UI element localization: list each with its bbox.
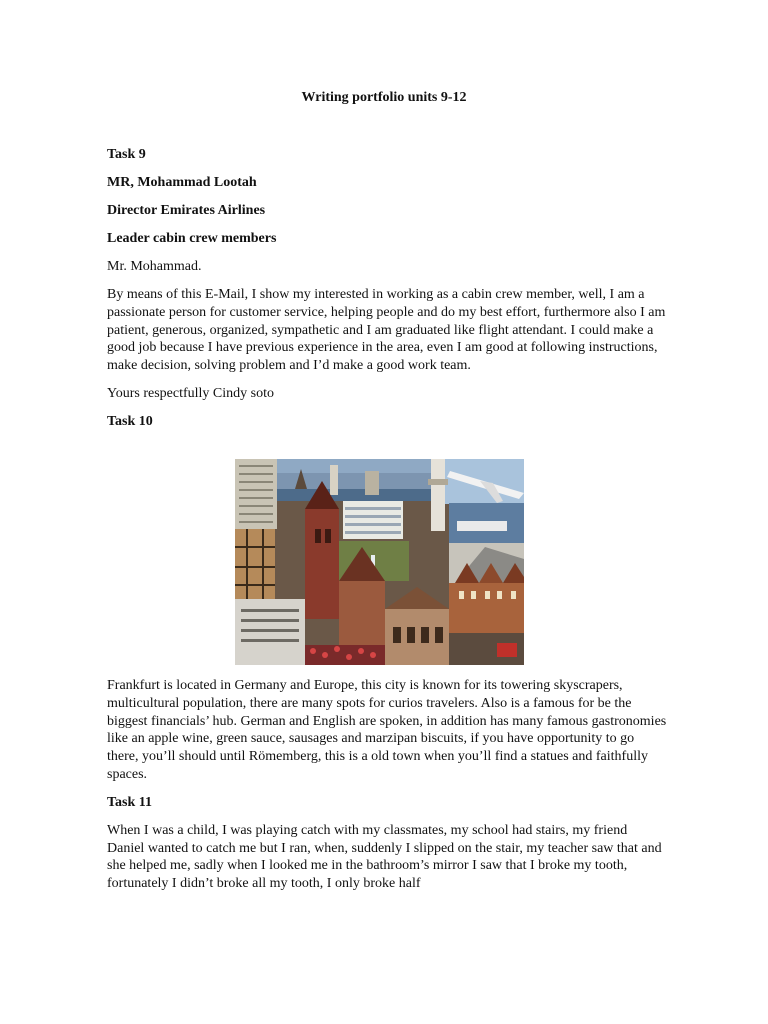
task9-paragraph: By means of this E-Mail, I show my interested in working as a cabin crew member, well, I am a passionate person for customer service, helping people and do my best effort, furthermore also I am patient, generous, organized, sympathetic and I am graduated like flight attendant. I could make a good job because I have previous experience in the area, even I am good at following instructions, make decision, solving problem and I’d make a good work team. — [107, 287, 666, 374]
salutation: Mr. Mohammad. — [107, 259, 202, 274]
closing: Yours respectfully Cindy soto — [107, 385, 274, 401]
task9-heading: Task 9 — [107, 147, 146, 162]
task11-paragraph: When I was a child, I was playing catch with my classmates, my school had stairs, my friend Daniel wanted to catch me but I ran, when, suddenly I slipped on the stair, my teacher saw that and she helped me, sadly when I looked me in the bathroom’s mirror I saw that I broke my tooth, fortunately I didn’t broke all my tooth, I only broke half — [107, 822, 662, 892]
task11-heading: Task 11 — [107, 794, 153, 810]
recipient-department: Leader cabin crew members — [107, 231, 277, 246]
recipient-title: Director Emirates Airlines — [107, 203, 266, 218]
task10-paragraph: Frankfurt is located in Germany and Europe, this city is known for its towering skyscrapers, multicultural population, there are many spots for curios travelers. Also is a famous for be the biggest financials’ hub. German and English are spoken, in addition has many famous gastronomies like an apple wine, green sauce, sausages and marzipan biscuits, if you have opportunity to go there, you’ll should until Römemberg, this is a old town when you’ll find a statues and faithfully spaces. — [107, 677, 667, 782]
document-body — [107, 146, 667, 903]
collage-container — [107, 459, 667, 665]
recipient-name: MR, Mohammad Lootah — [107, 175, 257, 190]
task10-heading: Task 10 — [107, 413, 153, 429]
frankfurt-collage-image — [235, 459, 524, 665]
document-title: Writing portfolio units 9-12 — [301, 90, 467, 105]
